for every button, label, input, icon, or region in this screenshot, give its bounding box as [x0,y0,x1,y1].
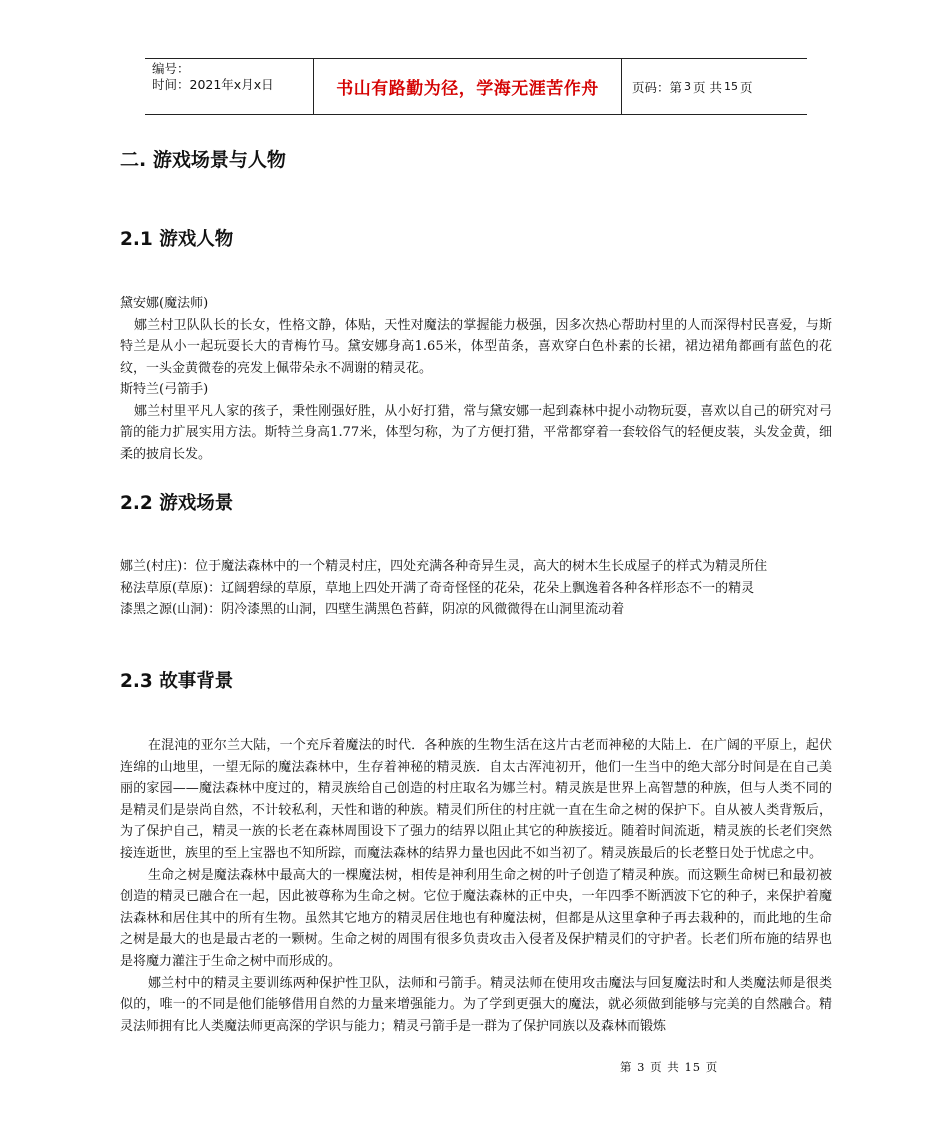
characters-heading: 2.1 游戏人物 [120,229,234,250]
character-name: 黛安娜(魔法师) [120,296,209,311]
header-page-mid: 页 共 [693,79,722,95]
story-paragraph: 娜兰村中的精灵主要训练两种保护性卫队，法师和弓箭手。精灵法师在使用攻击魔法与回复魔法时和人类魔法师是很类似的，唯一的不同是他们能够借用自然的力量来增强能力。为了学到更强大的魔法，就必须做到能够与完美的自然融合。精灵法师拥有比人类魔法师更高深的学识与能力；精灵弓箭手是一群为了保护同族以及森林而锻炼 [120,975,832,1034]
section-title: 二. 游戏场景与人物 [120,149,286,171]
page-header [145,58,807,115]
header-date-label: 时间：2021年x月x日 [152,77,274,92]
header-motto: 书山有路勤为径，学海无涯苦作舟 [314,59,622,114]
scene-item: 漆黑之源(山洞)：阴冷漆黑的山洞，四壁生满黑色苔藓，阴凉的风微微得在山洞里流动着 [120,602,625,617]
page-footer: 第 3 页 共 15 页 [620,1060,719,1074]
scenes-heading: 2.2 游戏场景 [120,493,234,514]
story-paragraph: 在混沌的亚尔兰大陆，一个充斥着魔法的时代．各种族的生物生活在这片古老而神秘的大陆上．在广阔的平原上，起伏连绵的山地里，一望无际的魔法森林中，生存着神秘的精灵族．自太古浑沌初开，他们一生当中的绝大部分时间是在自己美丽的家园——魔法森林中度过的，精灵族给自己创造的村庄取名为娜兰村。精灵族是世界上高智慧的种族，但与人类不同的是精灵们是崇尚自然，不计较私利，天性和谐的种族。精灵们所住的村庄就一直在生命之树的保护下。自从被人类背叛后，为了保护自己，精灵一族的长老在森林周围设下了强力的结界以阻止其它的种族接近。随着时间流逝，精灵族的长老们突然接连逝世，族里的至上宝器也不知所踪，而魔法森林的结界力量也因此不如当初了。精灵族最后的长老整日处于忧虑之中。 [120,738,832,861]
character-description: 娜兰村卫队队长的长女，性格文静，体贴，天性对魔法的掌握能力极强，因多次热心帮助村里的人而深得村民喜爱，与斯特兰是从小一起玩耍长大的青梅竹马。黛安娜身高1.65米，体型苗条，喜欢穿白色朴素的长裙，裙边裙角都画有蓝色的花纹，一头金黄微卷的亮发上佩带朵永不凋谢的精灵花。 [120,317,832,376]
header-page-info [622,59,807,114]
header-page-prefix: 页码：第 [632,79,683,95]
header-code-label: 编号： [152,61,190,76]
characters-section [120,293,832,465]
scene-item: 秘法草原(草原)：辽阔碧绿的草原，草地上四处开满了奇奇怪怪的花朵，花朵上飘逸着各种各样形态不一的精灵 [120,580,755,596]
character-name: 斯特兰(弓箭手) [120,382,209,397]
story-paragraph: 生命之树是魔法森林中最高大的一棵魔法树，相传是神利用生命之树的叶子创造了精灵种族。而这颗生命树已和最初被创造的精灵已融合在一起，因此被尊称为生命之树。它位于魔法森林的正中央，一年四季不断洒波下它的种子，来保护着魔法森林和居住其中的所有生物。虽然其它地方的精灵居住地也有种魔法树，但都是从这里拿种子再去栽种的，而此地的生命之树是最大的也是最古老的一颗树。生命之树的周围有很多负责攻击入侵者及保护精灵们的守护者。长老们所布施的结界也是将魔力灌注于生命之树中而形成的。 [120,867,832,969]
scene-item: 娜兰(村庄)：位于魔法森林中的一个精灵村庄，四处充满各种奇异生灵，高大的树木生长成屋子的样式为精灵所住 [120,559,768,574]
header-meta [145,59,314,114]
story-heading: 2.3 故事背景 [120,671,234,692]
story-section [120,735,832,1037]
scenes-section [120,556,832,621]
header-page-suffix: 页 [740,79,753,95]
header-page-total: 15 [724,80,738,93]
character-description: 娜兰村里平凡人家的孩子，秉性刚强好胜，从小好打猎，常与黛安娜一起到森林中捉小动物玩耍，喜欢以自己的研究对弓箭的能力扩展实用方法。斯特兰身高1.77米，体型匀称，为了方便打猎，平常都穿着一套较俗气的轻便皮装，头发金黄，细柔的披肩长发。 [120,403,832,462]
header-page-number: 3 [684,80,692,93]
